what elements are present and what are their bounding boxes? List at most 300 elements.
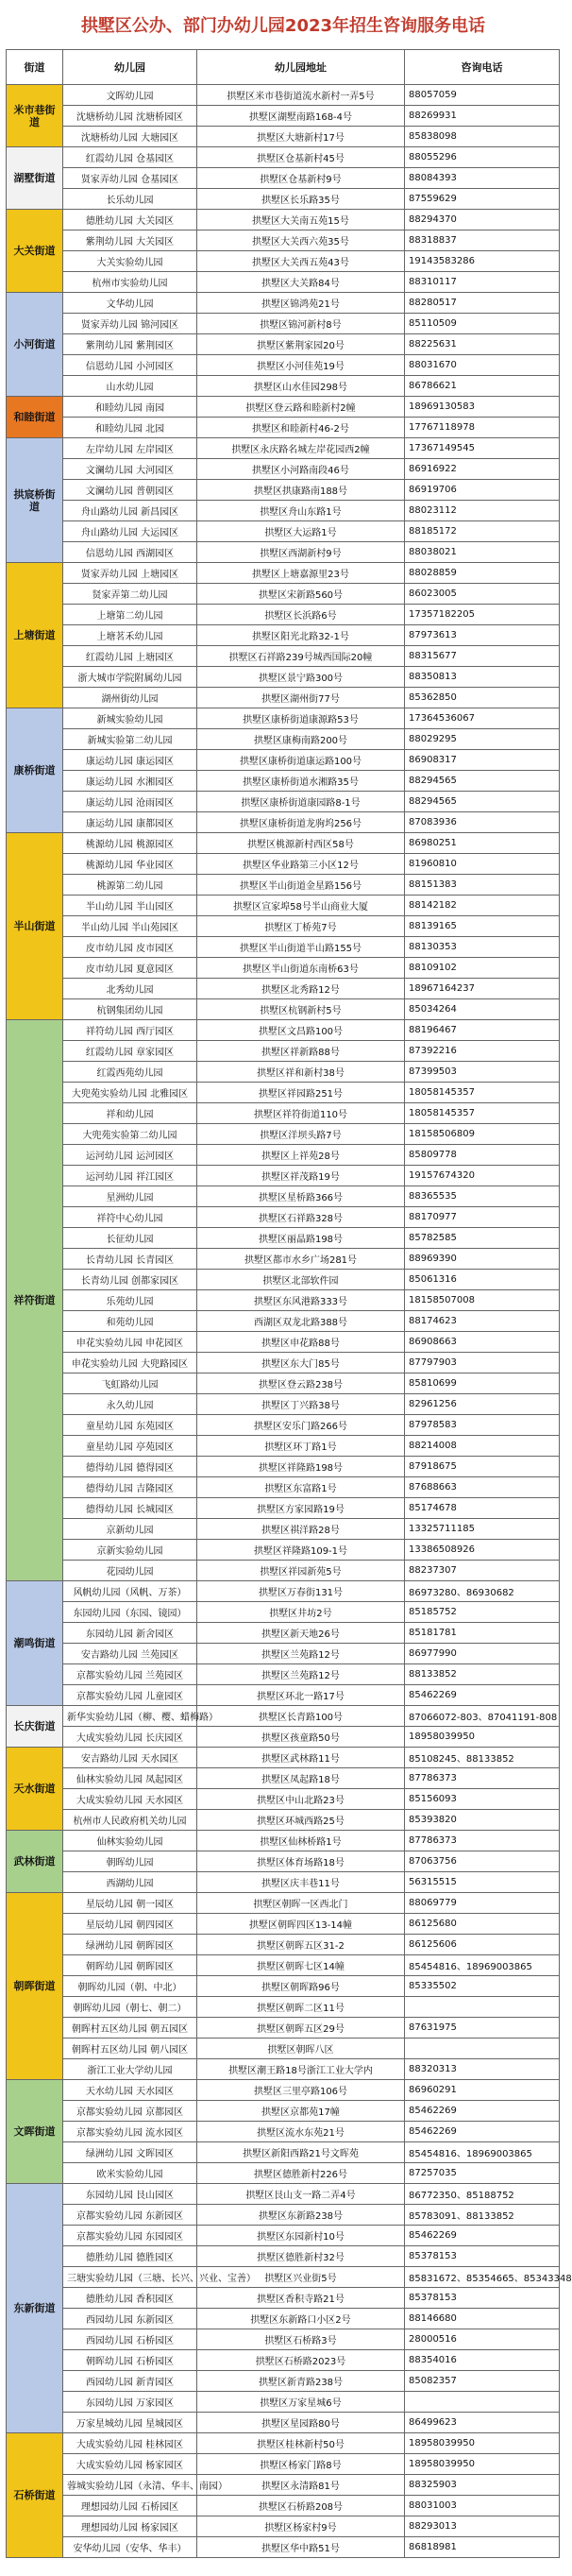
address-cell: 拱墅区孩童路50号 [197,1727,405,1748]
table-row [7,2101,560,2122]
street-cell: 东新街道 [7,2184,63,2433]
address-cell: 拱墅区石桥路2023号 [197,2350,405,2371]
kindergarten-cell: 山水幼儿园 [63,376,197,397]
phone-cell: 88969390 [405,1249,560,1270]
address-cell: 拱墅区德胜新村226号 [197,2163,405,2184]
address-cell: 拱墅区兴业街5号 [197,2267,405,2288]
phone-cell: 88031670 [405,355,560,376]
address-cell: 拱墅区万春街131号 [197,1581,405,1602]
kindergarten-cell: 贤家弄幼儿园 仓基园区 [63,168,197,189]
phone-cell: 88294565 [405,771,560,792]
kindergarten-cell: 沈塘桥幼儿园 大塘园区 [63,127,197,147]
table-row [7,2537,560,2558]
address-cell: 拱墅区朝晖二区11号 [197,1997,405,2018]
address-cell: 拱墅区东风港路333号 [197,1290,405,1311]
table-row [7,729,560,750]
kindergarten-cell: 万家星城幼儿园 星城园区 [63,2413,197,2433]
phone-cell: 85462269 [405,2101,560,2122]
kindergarten-cell: 朝晖村五区幼儿园 朝八园区 [63,2039,197,2059]
kindergarten-cell: 东园幼儿园（东园、镜园） [63,1602,197,1623]
table-row [7,1664,560,1685]
table-row [7,2080,560,2101]
table-row [7,2018,560,2039]
kindergarten-cell: 德胜幼儿园 香积园区 [63,2288,197,2309]
kindergarten-cell: 大关实验幼儿园 [63,251,197,272]
kindergarten-cell: 文华幼儿园 [63,293,197,314]
address-cell: 拱墅区德胜新村32号 [197,2246,405,2267]
table-row [7,1540,560,1561]
table-row [7,792,560,812]
table-row [7,979,560,999]
kindergarten-cell: 东园幼儿园 艮山园区 [63,2184,197,2205]
enrollment-table [6,49,572,2558]
table-row [7,1685,560,1706]
kindergarten-cell: 德得幼儿园 长城园区 [63,1498,197,1519]
table-row [7,521,560,542]
table-row [7,189,560,210]
kindergarten-cell: 文澜幼儿园 普朝园区 [63,480,197,501]
phone-cell: 85156093 [405,1789,560,1810]
phone-cell: 88315677 [405,646,560,667]
address-cell: 拱墅区大塘新村17号 [197,127,405,147]
address-cell: 拱墅区潮王路18号浙江工业大学内 [197,2059,405,2080]
kindergarten-cell: 浙大城市学院附属幼儿园 [63,667,197,688]
table-row [7,1914,560,1935]
kindergarten-cell: 京都实验幼儿园 流水园区 [63,2122,197,2142]
phone-cell: 87631975 [405,2018,560,2039]
address-cell: 拱墅区东大门85号 [197,1353,405,1373]
phone-cell: 85034264 [405,999,560,1020]
kindergarten-cell: 桃源幼儿园 华业园区 [63,854,197,875]
table-row [7,459,560,480]
kindergarten-cell: 星辰幼儿园 朝一园区 [63,1893,197,1914]
kindergarten-cell: 安华幼儿园（安华、华丰） [63,2537,197,2558]
phone-cell: 88146680 [405,2309,560,2329]
address-cell: 拱墅区景宁路300号 [197,667,405,688]
address-cell: 拱墅区康桥街道康园路8-1号 [197,792,405,812]
kindergarten-cell: 贤家弄幼儿园 锦河园区 [63,314,197,334]
address-cell: 拱墅区香积寺路21号 [197,2288,405,2309]
kindergarten-cell: 紫荆幼儿园 紫荆园区 [63,334,197,355]
address-cell: 拱墅区新天地26号 [197,1623,405,1644]
kindergarten-cell: 绿洲幼儿园 朝晖园区 [63,1935,197,1955]
phone-cell: 85838098 [405,127,560,147]
table-row [7,1789,560,1810]
kindergarten-cell: 童星幼儿园 亭苑园区 [63,1436,197,1457]
address-cell: 拱墅区华中路51号 [197,2537,405,2558]
phone-cell: 88151383 [405,875,560,896]
address-cell: 拱墅区长乐路35号 [197,189,405,210]
address-cell: 拱墅区星桥路366号 [197,1186,405,1207]
address-cell: 拱墅区丁兴路38号 [197,1394,405,1415]
table-row [7,1394,560,1415]
phone-cell: 88185172 [405,521,560,542]
kindergarten-cell: 京都实验幼儿园 兰苑园区 [63,1664,197,1685]
header-phone: 咨询电话 [405,50,560,85]
phone-cell: 28000516 [405,2329,560,2350]
phone-cell: 86125606 [405,1935,560,1955]
phone-cell: 88038021 [405,542,560,563]
kindergarten-cell: 朝晖村五区幼儿园 朝五园区 [63,2018,197,2039]
address-cell: 拱墅区上祥苑28号 [197,1145,405,1166]
address-cell: 拱墅区祥园路251号 [197,1083,405,1103]
kindergarten-cell: 红霞幼儿园 仓基园区 [63,147,197,168]
address-cell: 拱墅区桂林新村50号 [197,2433,405,2454]
kindergarten-cell: 京都实验幼儿园 京都园区 [63,2101,197,2122]
kindergarten-cell: 花园幼儿园 [63,1561,197,1581]
address-cell: 拱墅区永庆路名城左岸花园西2幢 [197,438,405,459]
table-row [7,646,560,667]
table-row [7,2163,560,2184]
kindergarten-cell: 湖州街幼儿园 [63,688,197,708]
street-cell: 大关街道 [7,210,63,293]
address-cell: 拱墅区环城西路25号 [197,1810,405,1831]
table-row [7,605,560,625]
phone-cell: 87786373 [405,1831,560,1851]
phone-cell: 88294565 [405,792,560,812]
table-row [7,1997,560,2018]
kindergarten-cell: 沈塘桥幼儿园 沈塘桥园区 [63,106,197,127]
table-row [7,2475,560,2496]
address-cell: 拱墅区祥和新村38号 [197,1062,405,1083]
kindergarten-cell: 飞虹路幼儿园 [63,1373,197,1394]
address-cell: 拱墅区兰苑路12号 [197,1644,405,1664]
kindergarten-cell: 德胜幼儿园 大关园区 [63,210,197,230]
address-cell: 拱墅区锦河新村8号 [197,314,405,334]
kindergarten-cell: 朝晖幼儿园 石桥园区 [63,2350,197,2371]
street-cell: 文晖街道 [7,2080,63,2184]
table-row [7,1644,560,1664]
phone-cell: 18958039950 [405,2454,560,2475]
table-row [7,376,560,397]
kindergarten-cell: 新华实验幼儿园（柳、樱、蜡梅路） [63,1706,197,1727]
header-street: 街道 [7,50,63,85]
kindergarten-cell: 和睦幼儿园 南园 [63,397,197,418]
page-title: 拱墅区公办、部门办幼儿园2023年招生咨询服务电话 [80,16,486,36]
phone-cell: 85809778 [405,1145,560,1166]
address-cell: 拱墅区湖墅南路168-4号 [197,106,405,127]
table-row [7,1706,560,1727]
phone-cell: 88225631 [405,334,560,355]
phone-cell: 85185752 [405,1602,560,1623]
table-row [7,1020,560,1041]
kindergarten-cell: 天水幼儿园 天水园区 [63,2080,197,2101]
table-row [7,127,560,147]
table-row [7,1186,560,1207]
address-cell: 拱墅区朝晖八区 [197,2039,405,2059]
table-row [7,563,560,584]
address-cell: 拱墅区朝晖一区西北门 [197,1893,405,1914]
address-cell: 拱墅区山水佳园298号 [197,376,405,397]
address-cell: 拱墅区祥隆路109-1号 [197,1540,405,1561]
phone-cell [405,2392,560,2413]
kindergarten-cell: 大成实验幼儿园 天水园区 [63,1789,197,1810]
phone-cell: 18958039950 [405,2433,560,2454]
table-row [7,2309,560,2329]
address-cell: 拱墅区小河路南段46号 [197,459,405,480]
street-cell: 石桥街道 [7,2433,63,2558]
address-cell: 拱墅区紫荆家园20号 [197,334,405,355]
address-cell: 拱墅区万家星城6号 [197,2392,405,2413]
table-row [7,1166,560,1186]
address-cell: 拱墅区康桥街道水湘路35号 [197,771,405,792]
address-cell: 拱墅区杭钢新村5号 [197,999,405,1020]
phone-cell: 19143583286 [405,251,560,272]
address-cell: 拱墅区祥隆路198号 [197,1457,405,1477]
address-cell: 拱墅区大运路1号 [197,521,405,542]
phone-cell: 85454816、18969003865 [405,2142,560,2163]
table-row [7,314,560,334]
phone-cell: 88031003 [405,2496,560,2516]
table-row [7,1083,560,1103]
address-cell: 拱墅区上塘嘉源里23号 [197,563,405,584]
address-cell: 拱墅区新青路238号 [197,2371,405,2392]
phone-cell: 85082357 [405,2371,560,2392]
phone-cell: 85110509 [405,314,560,334]
table-row [7,1228,560,1249]
address-cell: 拱墅区环丁路1号 [197,1436,405,1457]
table-row [7,147,560,168]
address-cell: 拱墅区星园路80号 [197,2413,405,2433]
table-row [7,1810,560,1831]
address-cell: 拱墅区三里亭路106号 [197,2080,405,2101]
address-cell: 拱墅区仙林桥路1号 [197,1831,405,1851]
phone-cell: 18158507008 [405,1290,560,1311]
table-row [7,1062,560,1083]
phone-cell: 87063756 [405,1851,560,1872]
phone-cell: 86786621 [405,376,560,397]
kindergarten-cell: 京都实验幼儿园 儿童园区 [63,1685,197,1706]
address-cell: 拱墅区体育场路18号 [197,1851,405,1872]
address-cell: 拱墅区和睦新村46-2号 [197,418,405,438]
phone-cell: 88069779 [405,1893,560,1914]
table-row [7,1415,560,1436]
kindergarten-cell: 童星幼儿园 东苑园区 [63,1415,197,1436]
kindergarten-cell: 理想园幼儿园 石桥园区 [63,2496,197,2516]
table-row [7,1831,560,1851]
table-row [7,2350,560,2371]
kindergarten-cell: 桃源幼儿园 桃源园区 [63,833,197,854]
phone-cell: 85462269 [405,2122,560,2142]
phone-cell: 88354016 [405,2350,560,2371]
table-row [7,625,560,646]
kindergarten-cell: 长乐幼儿园 [63,189,197,210]
table-row [7,2142,560,2163]
phone-cell: 85108245、88133852 [405,1748,560,1768]
table-row [7,1581,560,1602]
table-row [7,771,560,792]
phone-cell: 86499623 [405,2413,560,2433]
phone-cell: 18967164237 [405,979,560,999]
kindergarten-cell: 祥和幼儿园 [63,1103,197,1124]
address-cell: 拱墅区北秀路12号 [197,979,405,999]
phone-cell: 87559629 [405,189,560,210]
table-row [7,2267,560,2288]
table-row [7,688,560,708]
kindergarten-cell: 仙林实验幼儿园 凤起园区 [63,1768,197,1789]
table-row [7,1748,560,1768]
kindergarten-cell: 东园幼儿园 万家园区 [63,2392,197,2413]
address-cell: 拱墅区永清路81号 [197,2475,405,2496]
address-cell: 拱墅区湖州街77号 [197,688,405,708]
phone-cell: 85174678 [405,1498,560,1519]
address-cell: 拱墅区丽晶路198号 [197,1228,405,1249]
kindergarten-cell: 大成实验幼儿园 桂林园区 [63,2433,197,2454]
kindergarten-cell: 杭钢集团幼儿园 [63,999,197,1020]
table-row [7,833,560,854]
phone-cell: 86818981 [405,2537,560,2558]
table-row [7,1041,560,1062]
kindergarten-cell: 康运幼儿园 沧雨园区 [63,792,197,812]
phone-cell [405,2039,560,2059]
kindergarten-cell: 和睦幼儿园 北园 [63,418,197,438]
table-row [7,1602,560,1623]
kindergarten-cell: 红霞幼儿园 章家园区 [63,1041,197,1062]
kindergarten-cell: 大成实验幼儿园 杨家园区 [63,2454,197,2475]
table-row [7,1561,560,1581]
kindergarten-cell: 蓉城实验幼儿园（永清、华丰、南园） [63,2475,197,2496]
table-row [7,875,560,896]
address-cell: 拱墅区凤起路18号 [197,1768,405,1789]
table-row [7,937,560,958]
phone-cell: 85335502 [405,1976,560,1997]
phone-cell: 85783091、88133852 [405,2205,560,2226]
kindergarten-cell: 运河幼儿园 祥江园区 [63,1166,197,1186]
kindergarten-cell: 西湖幼儿园 [63,1872,197,1893]
kindergarten-cell: 长征幼儿园 [63,1228,197,1249]
phone-cell: 87786373 [405,1768,560,1789]
phone-cell: 88196467 [405,1020,560,1041]
kindergarten-cell: 半山幼儿园 半山园区 [63,896,197,916]
phone-cell: 88294370 [405,210,560,230]
table-row [7,2184,560,2205]
address-cell: 拱墅区祥符街道110号 [197,1103,405,1124]
table-row [7,584,560,605]
kindergarten-cell: 大成实验幼儿园 长庆园区 [63,1727,197,1748]
phone-cell: 88109102 [405,958,560,979]
address-cell: 拱墅区康桥街道康运路100号 [197,750,405,771]
address-cell: 拱墅区杨家村9号 [197,2516,405,2537]
address-cell: 拱墅区文昌路100号 [197,1020,405,1041]
phone-cell: 85378153 [405,2288,560,2309]
kindergarten-cell: 欧米实验幼儿园 [63,2163,197,2184]
street-cell: 湖墅街道 [7,147,63,210]
address-cell: 拱墅区安乐门路266号 [197,1415,405,1436]
kindergarten-cell: 长青幼儿园 创都家园区 [63,1270,197,1290]
phone-cell: 17367149545 [405,438,560,459]
address-cell: 拱墅区方家园路19号 [197,1498,405,1519]
address-cell: 拱墅区京都苑17幢 [197,2101,405,2122]
table-row [7,2205,560,2226]
kindergarten-cell: 东园幼儿园 新舍园区 [63,1623,197,1644]
phone-cell: 18158506809 [405,1124,560,1145]
kindergarten-cell: 仙林实验幼儿园 [63,1831,197,1851]
address-cell: 拱墅区康桥街道龙驹坞256号 [197,812,405,833]
phone-cell: 87392216 [405,1041,560,1062]
table-row [7,2329,560,2350]
table-row [7,1249,560,1270]
address-cell: 拱墅区登云路和睦新村2幢 [197,397,405,418]
table-row [7,168,560,189]
phone-cell: 86916922 [405,459,560,480]
kindergarten-cell: 星洲幼儿园 [63,1186,197,1207]
phone-cell: 86977990 [405,1644,560,1664]
address-cell: 拱墅区朝晖五区29号 [197,2018,405,2039]
address-cell: 拱墅区宋新路560号 [197,584,405,605]
table-row [7,480,560,501]
address-cell: 拱墅区祥园新苑5号 [197,1561,405,1581]
phone-cell: 88133852 [405,1664,560,1685]
kindergarten-cell: 祥符中心幼儿园 [63,1207,197,1228]
kindergarten-cell: 杭州市人民政府机关幼儿园 [63,1810,197,1831]
kindergarten-cell: 文晖幼儿园 [63,85,197,106]
table-row [7,1457,560,1477]
table-row [7,1893,560,1914]
kindergarten-cell: 舟山路幼儿园 新昌园区 [63,501,197,521]
phone-cell: 88269931 [405,106,560,127]
phone-cell: 88237307 [405,1561,560,1581]
street-cell: 和睦街道 [7,397,63,438]
table-row [7,2288,560,2309]
address-cell: 拱墅区新阳西路21号文晖苑 [197,2142,405,2163]
address-cell: 拱墅区中山北路23号 [197,1789,405,1810]
address-cell: 拱墅区东新路口小区2号 [197,2309,405,2329]
address-cell: 拱墅区杨家门路8号 [197,2454,405,2475]
street-cell: 米市巷街道 [7,85,63,147]
table-body [7,85,572,2558]
address-cell: 拱墅区兰苑路12号 [197,1664,405,1685]
kindergarten-cell: 浙江工业大学幼儿园 [63,2059,197,2080]
kindergarten-cell: 长青幼儿园 长青园区 [63,1249,197,1270]
phone-cell: 88057059 [405,85,560,106]
street-cell: 天水街道 [7,1748,63,1831]
table-row [7,1124,560,1145]
phone-cell: 86772350、85188752 [405,2184,560,2205]
phone-cell: 86023005 [405,584,560,605]
phone-cell: 87066072-803、87041191-808 [405,1706,560,1727]
address-cell: 拱墅区申花路88号 [197,1332,405,1353]
kindergarten-cell: 安吉路幼儿园 兰苑园区 [63,1644,197,1664]
address-cell: 拱墅区阳光北路32-1号 [197,625,405,646]
address-cell: 拱墅区锦鸿苑21号 [197,293,405,314]
kindergarten-cell: 运河幼儿园 运河园区 [63,1145,197,1166]
kindergarten-cell: 永久幼儿园 [63,1394,197,1415]
kindergarten-cell: 上塘茗禾幼儿园 [63,625,197,646]
header-kindergarten: 幼儿园 [63,50,197,85]
table-row [7,334,560,355]
kindergarten-cell: 京新幼儿园 [63,1519,197,1540]
table-row [7,2371,560,2392]
address-cell: 拱墅区康梅南路200号 [197,729,405,750]
table-row [7,418,560,438]
address-cell: 拱墅区祥新路88号 [197,1041,405,1062]
table-row [7,542,560,563]
kindergarten-cell: 风帆幼儿园（风帆、万茶） [63,1581,197,1602]
kindergarten-cell: 信恩幼儿园 西湖园区 [63,542,197,563]
table-row [7,106,560,127]
kindergarten-cell: 京都实验幼儿园 东新园区 [63,2205,197,2226]
address-cell: 拱墅区艮山支一路二弄4号 [197,2184,405,2205]
address-cell: 拱墅区朝晖七区14幢 [197,1955,405,1976]
phone-cell: 87399503 [405,1062,560,1083]
table-row [7,1332,560,1353]
kindergarten-cell: 星辰幼儿园 朝四园区 [63,1914,197,1935]
phone-cell: 85061316 [405,1270,560,1290]
table-row [7,2226,560,2246]
phone-cell: 18058145357 [405,1083,560,1103]
table-row [7,272,560,293]
phone-cell: 13325711185 [405,1519,560,1540]
